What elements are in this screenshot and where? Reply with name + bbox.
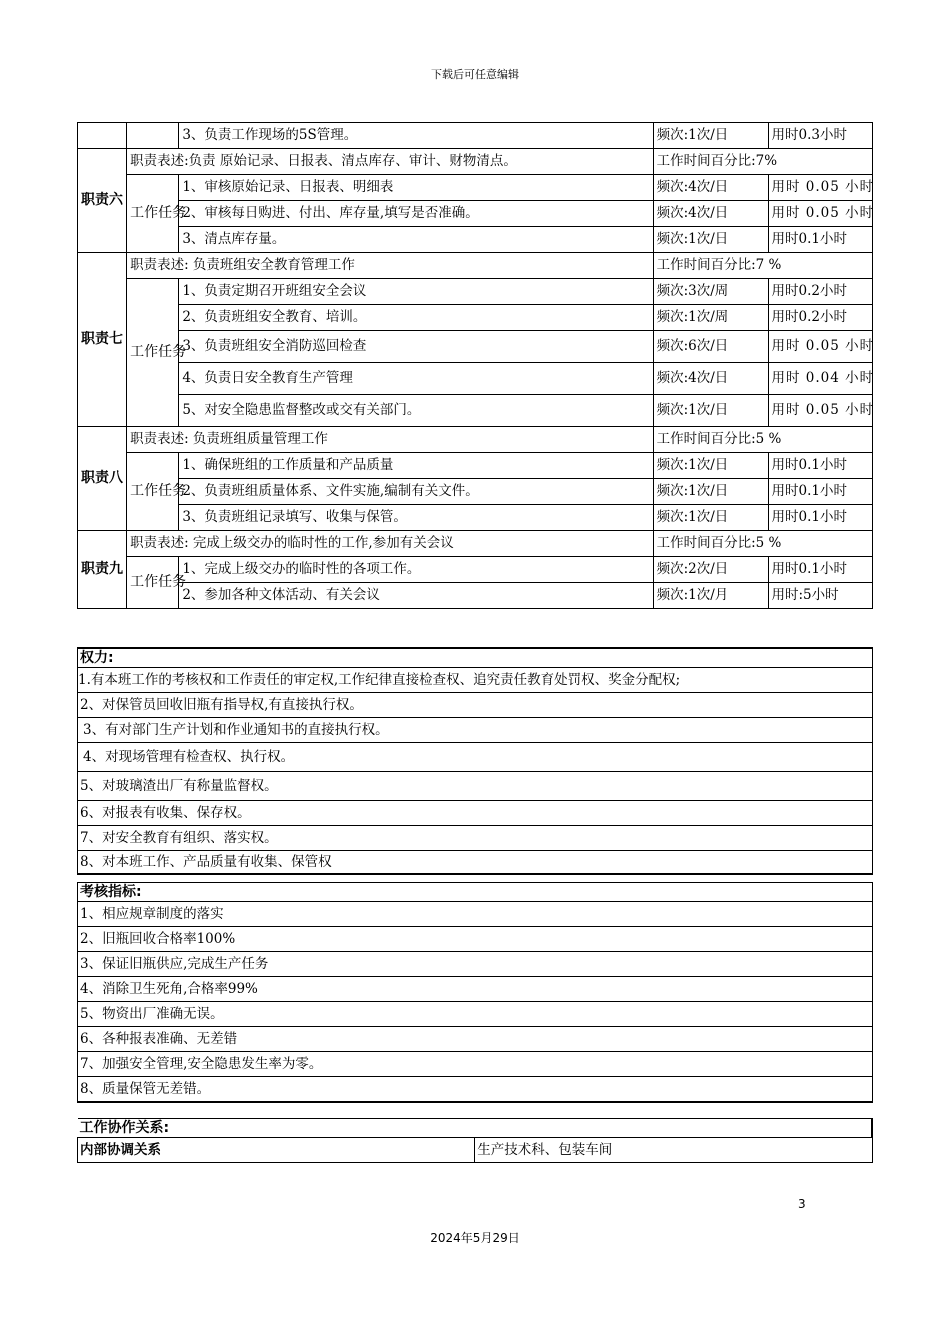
power-item: 6、对报表有收集、保存权。 — [78, 801, 873, 826]
task-label: 工作任务 — [127, 279, 179, 427]
task-text: 1、确保班组的工作质量和产品质量 — [179, 453, 653, 479]
kpi-item: 1、相应规章制度的落实 — [78, 902, 873, 927]
kpi-item: 2、旧瓶回收合格率100% — [78, 927, 873, 952]
table-row — [78, 453, 873, 479]
table-row — [78, 479, 873, 505]
duty-summary-row — [78, 427, 873, 453]
task-time: 用时0.1小时 — [768, 505, 873, 531]
internal-coordination-label: 内部协调关系 — [78, 1138, 475, 1163]
task-text: 3、清点库存量。 — [179, 227, 653, 253]
task-frequency: 频次:1次/日 — [653, 123, 768, 149]
task-text: 2、负责班组安全教育、培训。 — [179, 305, 653, 331]
task-time: 用时0.1小时 — [768, 227, 873, 253]
header-note: 下载后可任意编辑 — [431, 68, 519, 81]
powers-table — [77, 647, 873, 875]
task-time: 用时0.1小时 — [768, 453, 873, 479]
kpi-item: 5、物资出厂准确无误。 — [78, 1002, 873, 1027]
task-frequency: 频次:1次/日 — [653, 453, 768, 479]
cooperation-table — [77, 1118, 873, 1163]
table-row — [78, 227, 873, 253]
duty-title: 职责九 — [78, 531, 127, 609]
task-text: 5、对安全隐患监督整改或交有关部门。 — [179, 395, 653, 427]
duty-summary-row — [78, 531, 873, 557]
duty-summary-row — [78, 253, 873, 279]
table-row — [78, 279, 873, 305]
duty-title: 职责七 — [78, 253, 127, 427]
kpi-title: 考核指标: — [78, 883, 873, 902]
task-time: 用时 0.05 小时 — [768, 331, 873, 363]
table-row — [78, 331, 873, 363]
duties-table — [77, 122, 873, 609]
table-row — [78, 201, 873, 227]
task-time: 用时 0.04 小时 — [768, 363, 873, 395]
power-item: 4、对现场管理有检查权、执行权。 — [78, 743, 873, 772]
kpi-item: 6、各种报表准确、无差错 — [78, 1027, 873, 1052]
table-row — [78, 175, 873, 201]
duty-name-cell — [78, 123, 127, 149]
duty-time-percent: 工作时间百分比:7% — [653, 149, 872, 175]
duty-summary: 职责表述: 负责班组安全教育管理工作 — [127, 253, 654, 279]
task-time: 用时:5小时 — [768, 583, 873, 609]
task-time: 用时0.2小时 — [768, 305, 873, 331]
task-text: 2、负责班组质量体系、文件实施,编制有关文件。 — [179, 479, 653, 505]
task-text: 1、负责定期召开班组安全会议 — [179, 279, 653, 305]
duty-title: 职责八 — [78, 427, 127, 531]
duty-summary: 职责表述: 负责班组质量管理工作 — [127, 427, 654, 453]
task-frequency: 频次:1次/日 — [653, 227, 768, 253]
table-row — [78, 505, 873, 531]
task-label: 工作任务 — [127, 175, 179, 253]
task-text: 3、负责工作现场的5S管理。 — [179, 123, 653, 149]
kpi-table — [77, 882, 873, 1103]
power-item: 1.有本班工作的考核权和工作责任的审定权,工作纪律直接检查权、追究责任教育处罚权、奖金分配权; — [78, 668, 873, 693]
task-frequency: 频次:6次/日 — [653, 331, 768, 363]
task-time: 用时0.1小时 — [768, 557, 873, 583]
task-frequency: 频次:1次/日 — [653, 505, 768, 531]
task-frequency: 频次:4次/日 — [653, 201, 768, 227]
duty-summary: 职责表述: 完成上级交办的临时性的工作,参加有关会议 — [127, 531, 654, 557]
duty-time-percent: 工作时间百分比:5 % — [653, 427, 872, 453]
task-time: 用时0.3小时 — [768, 123, 873, 149]
task-label-cell — [127, 123, 179, 149]
task-text: 2、参加各种文体活动、有关会议 — [179, 583, 653, 609]
task-label: 工作任务 — [127, 557, 179, 609]
task-frequency: 频次:3次/周 — [653, 279, 768, 305]
task-time: 用时 0.05 小时 — [768, 175, 873, 201]
task-frequency: 频次:2次/日 — [653, 557, 768, 583]
power-item: 8、对本班工作、产品质量有收集、保管权 — [78, 851, 873, 875]
power-item: 2、对保管员回收旧瓶有指导权,有直接执行权。 — [78, 693, 873, 718]
powers-title: 权力: — [78, 648, 873, 668]
task-frequency: 频次:1次/日 — [653, 479, 768, 505]
task-time: 用时0.1小时 — [768, 479, 873, 505]
kpi-item: 4、消除卫生死角,合格率99% — [78, 977, 873, 1002]
footer-date: 2024年5月29日 — [430, 1231, 520, 1245]
task-text: 1、完成上级交办的临时性的各项工作。 — [179, 557, 653, 583]
table-row — [78, 583, 873, 609]
table-row — [78, 305, 873, 331]
task-text: 3、负责班组记录填写、收集与保管。 — [179, 505, 653, 531]
power-item: 7、对安全教育有组织、落实权。 — [78, 826, 873, 851]
task-text: 2、审核每日购进、付出、库存量,填写是否准确。 — [179, 201, 653, 227]
task-time: 用时0.2小时 — [768, 279, 873, 305]
task-frequency: 频次:1次/周 — [653, 305, 768, 331]
page-number: 3 — [798, 1197, 806, 1211]
table-row — [78, 395, 873, 427]
task-text: 3、负责班组安全消防巡回检查 — [179, 331, 653, 363]
table-row — [78, 557, 873, 583]
kpi-item: 7、加强安全管理,安全隐患发生率为零。 — [78, 1052, 873, 1077]
task-frequency: 频次:1次/日 — [653, 395, 768, 427]
internal-coordination-value: 生产技术科、包装车间 — [475, 1138, 872, 1163]
duty-time-percent: 工作时间百分比:7 % — [653, 253, 872, 279]
task-frequency: 频次:1次/月 — [653, 583, 768, 609]
power-item: 5、对玻璃渣出厂有称量监督权。 — [78, 772, 873, 801]
kpi-item: 3、保证旧瓶供应,完成生产任务 — [78, 952, 873, 977]
table-row — [78, 363, 873, 395]
power-item: 3、有对部门生产计划和作业通知书的直接执行权。 — [78, 718, 873, 743]
duty-summary: 职责表述:负责 原始记录、日报表、清点库存、审计、财物清点。 — [127, 149, 654, 175]
cooperation-title: 工作协作关系: — [78, 1119, 873, 1138]
task-time: 用时 0.05 小时 — [768, 201, 873, 227]
duty-time-percent: 工作时间百分比:5 % — [653, 531, 872, 557]
task-frequency: 频次:4次/日 — [653, 363, 768, 395]
duty-summary-row — [78, 149, 873, 175]
task-frequency: 频次:4次/日 — [653, 175, 768, 201]
task-time: 用时 0.05 小时 — [768, 395, 873, 427]
duty-title: 职责六 — [78, 149, 127, 253]
kpi-item: 8、质量保管无差错。 — [78, 1077, 873, 1103]
task-text: 1、审核原始记录、日报表、明细表 — [179, 175, 653, 201]
table-row — [78, 123, 873, 149]
task-text: 4、负责日安全教育生产管理 — [179, 363, 653, 395]
task-label: 工作任务 — [127, 453, 179, 531]
